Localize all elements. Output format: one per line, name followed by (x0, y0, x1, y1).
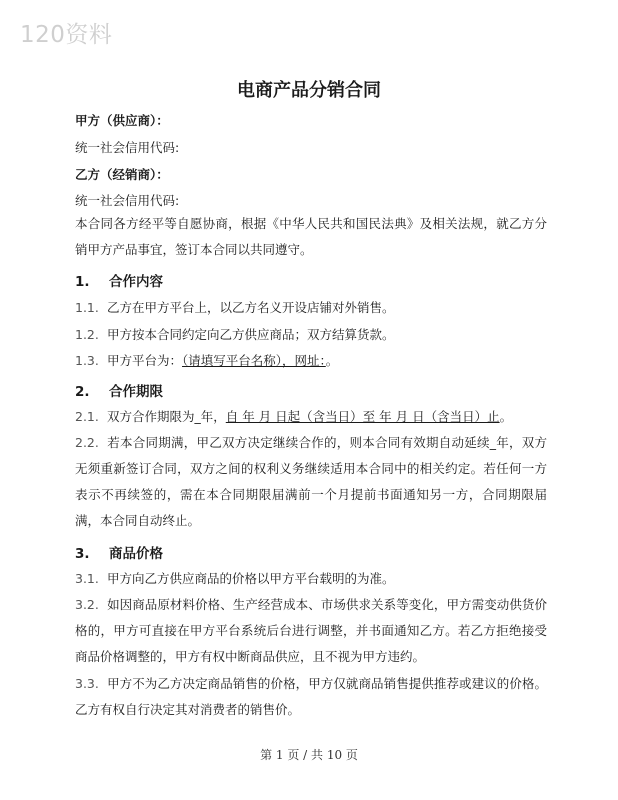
clause-text: 甲方向乙方供应商品的价格以甲方平台载明的为准。 (107, 571, 395, 586)
clause (75, 592, 547, 670)
clause-text: 甲方按本合同约定向乙方供应商品；双方结算货款。 (107, 327, 395, 342)
clause (75, 430, 547, 534)
clause-number: 3.3. (75, 676, 99, 691)
clause-text: 甲方平台为： (107, 353, 183, 368)
clause-number: 1.2. (75, 327, 99, 342)
section-number: 2. (75, 384, 90, 400)
clause (75, 566, 547, 592)
section-title: 合作内容 (109, 274, 163, 290)
clause-number: 1.1. (75, 300, 99, 315)
clause (75, 348, 547, 374)
clause-number: 2.1. (75, 409, 99, 424)
page-footer: 第 1 页 / 共 10 页 (260, 748, 358, 762)
clause (75, 404, 547, 430)
watermark: 120资料 (20, 22, 113, 48)
clause-text-end: 。 (325, 353, 339, 368)
section-title: 合作期限 (109, 384, 163, 400)
clause-text: 如因商品原材料价格、生产经营成本、市场供求关系等变化，甲方需变动供货价格的，甲方可直接在甲方平台系统后台进行调整，并书面通知乙方。若乙方拒绝接受商品价格调整的，甲方有权中断商品供应，且不视为甲方违约。 (75, 597, 547, 664)
page-title: 电商产品分销合同 (237, 80, 381, 101)
section-title: 商品价格 (109, 546, 163, 562)
party-b-label: 乙方（经销商）： (75, 167, 169, 182)
section-heading (75, 270, 163, 290)
clause-text-end: 。 (499, 409, 513, 424)
clause-number: 3.2. (75, 597, 99, 612)
clause-number: 2.2. (75, 435, 99, 450)
clause (75, 322, 547, 348)
term-fill-in: 自 年 月 日起（含当日）至 年 月 日（含当日）止 (225, 409, 500, 424)
clause-number: 3.1. (75, 571, 99, 586)
clause (75, 671, 547, 723)
platform-fill-in: （请填写平台名称），网址： (182, 353, 326, 368)
clause-text: 甲方不为乙方决定商品销售的价格，甲方仅就商品销售提供推荐或建议的价格。乙方有权自行决定其对消费者的销售价。 (75, 676, 547, 717)
section-heading (75, 542, 163, 562)
clause-text: 双方合作期限为_年， (107, 409, 226, 424)
clause-text: 乙方在甲方平台上，以乙方名义开设店铺对外销售。 (107, 300, 395, 315)
clause (75, 295, 547, 321)
party-a-credit-code: 统一社会信用代码: (75, 140, 180, 155)
section-number: 1. (75, 274, 90, 290)
section-heading (75, 380, 163, 400)
clause-text: 若本合同期满，甲乙双方决定继续合作的，则本合同有效期自动延续_年，双方无须重新签订合同，双方之间的权利义务继续适用本合同中的相关约定。若任何一方表示不再续签的，需在本合同期限届满前一个月提前书面通知另一方，合同期限届满，本合同自动终止。 (75, 435, 547, 528)
party-b-credit-code: 统一社会信用代码: (75, 193, 180, 208)
clause-number: 1.3. (75, 353, 99, 368)
party-a-label: 甲方（供应商）： (75, 113, 169, 128)
intro-paragraph: 本合同各方经平等自愿协商，根据《中华人民共和国民法典》及相关法规，就乙方分销甲方产品事宜，签订本合同以共同遵守。 (75, 216, 547, 257)
section-number: 3. (75, 546, 90, 562)
